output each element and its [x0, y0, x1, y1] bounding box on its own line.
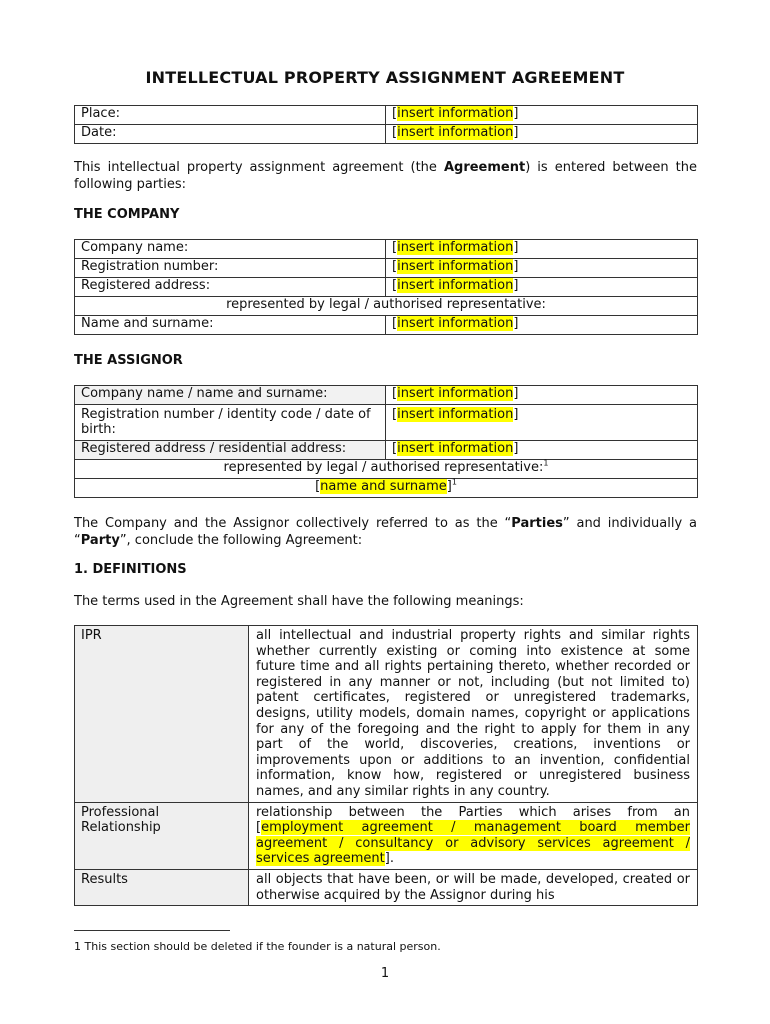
page-number: 1 [380, 966, 390, 981]
company-heading: THE COMPANY [74, 207, 180, 222]
page-title: INTELLECTUAL PROPERTY ASSIGNMENT AGREEMENT [145, 68, 625, 87]
company-represented-label: represented by legal / authorised representative: [75, 297, 698, 316]
footnote: 1 This section should be deleted if the founder is a natural person. [74, 940, 441, 953]
assignor-table [74, 385, 698, 498]
date-value[interactable]: [insert information] [386, 125, 698, 144]
definitions-intro: The terms used in the Agreement shall have the following meanings: [74, 594, 524, 609]
place-label: Place: [75, 106, 386, 125]
results-term: Results [75, 869, 249, 905]
place-date-table [74, 105, 698, 144]
results-definition: all objects that have been, or will be made, developed, created or otherwise acquired by the Assignor during his [249, 869, 698, 905]
table-row [75, 626, 698, 803]
company-table [74, 239, 698, 335]
assignor-address-label: Registered address / residential address: [75, 441, 386, 460]
table-row [75, 297, 698, 316]
table-row [75, 125, 698, 144]
assignor-registration-value[interactable]: [insert information] [386, 405, 698, 441]
table-row [75, 479, 698, 498]
definitions-table [74, 625, 698, 906]
footnote-ref[interactable]: 1 [543, 458, 549, 468]
table-row [75, 259, 698, 278]
table-row [75, 441, 698, 460]
table-row [75, 278, 698, 297]
place-value[interactable]: [insert information] [386, 106, 698, 125]
table-row [75, 460, 698, 479]
table-row [75, 869, 698, 905]
assignor-registration-label: Registration number / identity code / date of birth: [75, 405, 386, 441]
footnote-separator [74, 930, 230, 931]
assignor-heading: THE ASSIGNOR [74, 353, 183, 368]
assignor-represented-label: represented by legal / authorised representative:$^1$ [75, 460, 698, 479]
registered-address-value[interactable]: [insert information] [386, 278, 698, 297]
professional-relationship-term: Professional Relationship [75, 802, 249, 869]
ipr-definition: all intellectual and industrial property rights and similar rights whether currently existing or coming into existence at some future time and all rights pertaining thereto, whether recorded or registered in any manner or not, including (but not limited to) patent certificates, registered or unregistered trademarks, designs, utility models, domain names, copyright or applications for any of the foregoing and the right to apply for them in any part of the world, discoveries, creations, inventions or improvements upon or additions to an invention, confidential information, know how, registered or unregistered business names, and any similar rights in any country. [249, 626, 698, 803]
table-row [75, 802, 698, 869]
professional-relationship-definition: relationship between the Parties which arises from an [employment agreement / management board member agreement / consultancy or advisory services agreement / services agreement]. [249, 802, 698, 869]
registration-number-value[interactable]: [insert information] [386, 259, 698, 278]
company-rep-name-label: Name and surname: [75, 316, 386, 335]
table-row [75, 316, 698, 335]
registration-number-label: Registration number: [75, 259, 386, 278]
company-name-label: Company name: [75, 240, 386, 259]
footnote-ref[interactable]: 1 [451, 477, 457, 487]
table-row [75, 386, 698, 405]
assignor-rep-name-value[interactable]: [name and surname]$^1$ [75, 479, 698, 498]
company-name-value[interactable]: [insert information] [386, 240, 698, 259]
table-row [75, 240, 698, 259]
assignor-name-value[interactable]: [insert information] [386, 386, 698, 405]
date-label: Date: [75, 125, 386, 144]
registered-address-label: Registered address: [75, 278, 386, 297]
assignor-address-value[interactable]: [insert information] [386, 441, 698, 460]
relationship-type-placeholder[interactable]: employment agreement / management board member agreement / consultancy or advisory services agreement / services agreement [256, 820, 690, 867]
company-rep-name-value[interactable]: [insert information] [386, 316, 698, 335]
assignor-name-label: Company name / name and surname: [75, 386, 386, 405]
parties-paragraph: The Company and the Assignor collectively referred to as the “Parties” and individually a “Party”, conclude the following Agreement: [74, 516, 698, 548]
intro-paragraph: This intellectual property assignment agreement (the Agreement) is entered between the following parties: [74, 160, 697, 192]
ipr-term: IPR [75, 626, 249, 803]
table-row [75, 405, 698, 441]
definitions-heading: 1. DEFINITIONS [74, 562, 187, 577]
table-row [75, 106, 698, 125]
